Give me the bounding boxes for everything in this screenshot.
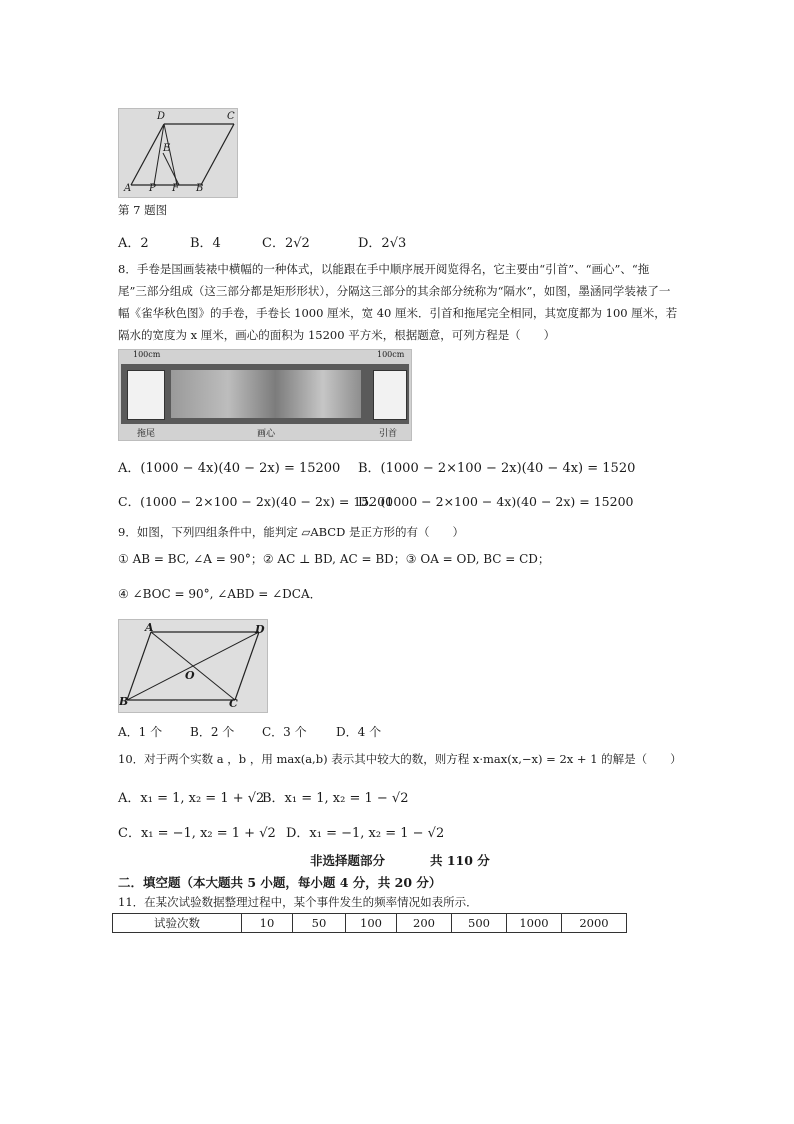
q9-diagram [119, 620, 267, 712]
q7-option-c: C．2√2 [262, 236, 310, 251]
q9-option-b: B．2 个 [190, 725, 235, 739]
q9-option-d: D．4 个 [336, 725, 382, 739]
q10-text: 10．对于两个实数 a ，b ，用 max(a,b) 表示其中较大的数，则方程 x·max(x,−x) = 2x + 1 的解是（ ） [118, 752, 682, 766]
q10-option-a: A．x₁ = 1, x₂ = 1 + √2 [118, 791, 265, 806]
q7-option-d: D．2√3 [358, 236, 407, 251]
q9-label-C: C [229, 697, 238, 710]
q9-option-c: C．3 个 [262, 725, 307, 739]
q10-option-d: D．x₁ = −1, x₂ = 1 − √2 [286, 826, 445, 841]
q8-option-c: C．(1000 − 2×100 − 2x)(40 − 2x) = 15200 [118, 494, 394, 509]
scroll-tail-panel [127, 370, 165, 420]
q7-label-P: P [149, 183, 156, 194]
q7-option-b: B．4 [190, 236, 221, 251]
part-title: 非选择题部分 [310, 853, 386, 868]
q9-cond2: ④ ∠BOC = 90°, ∠ABD = ∠DCA． [118, 587, 322, 601]
q7-figure [118, 108, 238, 198]
table-cell: 1000 [507, 914, 562, 933]
q8-label-center: 画心 [257, 429, 276, 439]
q9-label-D: D [255, 623, 265, 636]
q7-label-A: A [124, 183, 132, 194]
q7-label-C: C [227, 111, 235, 122]
fill-section-title: 二．填空题（本大题共 5 小题，每小题 4 分，共 20 分） [118, 875, 442, 890]
q8-option-b: B．(1000 − 2×100 − 2x)(40 − 4x) = 1520 [358, 461, 636, 476]
q7-option-a: A．2 [118, 236, 149, 251]
q7-label-E: E [163, 143, 171, 154]
scroll-painting [171, 370, 361, 418]
part-score: 共 110 分 [430, 853, 490, 868]
q8-dim-left: 100cm [133, 350, 161, 359]
q9-label-O: O [185, 669, 195, 682]
table-cell: 10 [242, 914, 293, 933]
q9-label-B: B [119, 695, 129, 708]
table-cell: 100 [346, 914, 397, 933]
q7-caption: 第 7 题图 [118, 203, 168, 217]
q8-option-d: D．(1000 − 2×100 − 4x)(40 − 2x) = 15200 [358, 494, 634, 509]
table-cell: 50 [293, 914, 346, 933]
table-row [113, 914, 627, 933]
frequency-table [112, 913, 627, 933]
q7-label-F: F [172, 183, 179, 194]
q8-figure [118, 349, 412, 441]
q8-dim-right: 100cm [377, 350, 405, 359]
table-cell: 500 [452, 914, 507, 933]
table-cell: 200 [397, 914, 452, 933]
q8-text: 8．手卷是国画装裱中横幅的一种体式，以能跟在手中顺序展开阅览得名，它主要由“引首”、“画心”、“拖尾”三部分组成（这三部分都是矩形形状），分隔这三部分的其余部分统称为“隔水”，如图，墨涵同学装裱了一幅《雀华秋色图》的手卷，手卷长 1000 厘米，宽 40 厘米．引首和拖尾完全相同，其宽度都为 100 厘米，若隔水的宽度为 x 厘米，画心的面积为 15200 平方米，根据题意，可列方程是（ ） [118, 262, 678, 342]
q11-text: 11．在某次试验数据整理过程中，某个事件发生的频率情况如表所示． [118, 895, 478, 909]
scroll-head-panel [373, 370, 407, 420]
q8-label-tail: 拖尾 [137, 429, 156, 439]
q10-option-b: B．x₁ = 1, x₂ = 1 − √2 [262, 791, 409, 806]
q9-text: 9．如图，下列四组条件中，能判定 ▱ABCD 是正方形的有（ ） [118, 525, 464, 539]
q7-label-B: B [196, 183, 204, 194]
q8-option-a: A．(1000 − 4x)(40 − 2x) = 15200 [118, 461, 341, 476]
q10-option-c: C．x₁ = −1, x₂ = 1 + √2 [118, 826, 276, 841]
q9-option-a: A．1 个 [118, 725, 163, 739]
q9-cond1: ① AB = BC, ∠A = 90°；② AC ⊥ BD, AC = BD；③ OA = OD, BC = CD； [118, 552, 550, 566]
table-header-cell: 试验次数 [113, 914, 242, 933]
q8-label-head: 引首 [379, 429, 398, 439]
table-cell: 2000 [562, 914, 627, 933]
q7-label-D: D [157, 111, 166, 122]
q9-figure [118, 619, 268, 713]
q9-label-A: A [145, 621, 154, 634]
